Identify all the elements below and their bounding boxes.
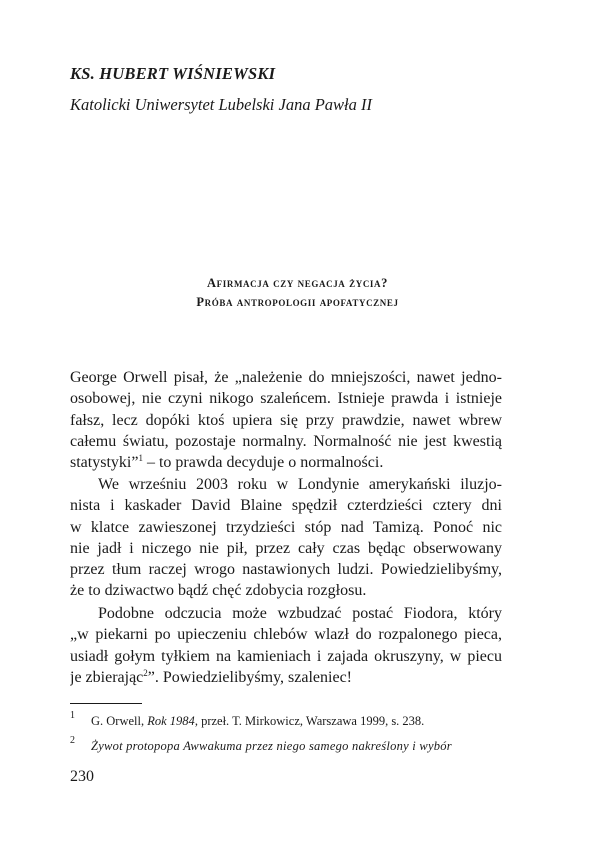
- paragraph-line: [70, 667, 502, 688]
- paragraph-line: We wrześniu 2003 roku w Londynie amerykański iluzjo-: [98, 476, 502, 493]
- paragraph-line: całemu światu, pozostaje normalny. Normalność nie jest kwestią: [70, 432, 502, 450]
- footnote-ref[interactable]: 1: [138, 453, 143, 464]
- paragraph-line: nie jadł i niczego nie pił, przez cały czas będąc obserwowany: [70, 539, 502, 557]
- footnote-ref[interactable]: 2: [143, 667, 148, 678]
- footnote-number: 1: [70, 710, 75, 721]
- line-text: je zbierając: [70, 668, 144, 686]
- footnote-text: [91, 714, 424, 729]
- paragraph-line: przez tłum raczej wrogo nastawionych ludzi. Powiedzielibyśmy,: [70, 561, 502, 579]
- footnote-text-part: G. Orwell,: [91, 714, 148, 728]
- paragraph-line: „w piekarni po upieczeniu chlebów wlazł do rozpalonego pieca,: [70, 626, 502, 644]
- line-text: – to prawda decyduje o normalności.: [142, 454, 384, 472]
- paragraph-line: że to dziwactwo bądź chęć zdobycia rozgłosu.: [70, 582, 367, 600]
- footnote-number: 2: [70, 735, 75, 746]
- article-title: Afirmacja czy negacja życia?: [207, 276, 388, 290]
- page-number: 230: [70, 768, 94, 785]
- article-subtitle: Próba antropologii apofatycznej: [196, 295, 399, 309]
- author-affiliation: Katolicki Uniwersytet Lubelski Jana Pawła II: [70, 95, 372, 114]
- footnote-separator: [70, 703, 142, 704]
- paragraph-line: osobowej, nie czyni nikogo szaleńcem. Istnieje prawda i istnieje: [70, 390, 502, 408]
- paragraph-line: nista i kaskader David Blaine spędził czterdzieści cztery dni: [70, 497, 502, 515]
- paragraph-3: [70, 603, 502, 688]
- paragraph-line: [70, 452, 502, 473]
- footnote-text: Żywot protopopa Awwakuma przez niego samego nakreślony i wybór: [91, 739, 452, 753]
- paragraph-line: George Orwell pisał, że „należenie do mniejszości, nawet jedno-: [70, 369, 502, 386]
- paragraph-line: w klatce zawieszonej trzydzieści stóp nad Tamizą. Ponoć nic: [70, 518, 502, 536]
- footnote-book-title: Rok 1984: [147, 714, 195, 728]
- line-text: statystyki”: [70, 454, 139, 472]
- paragraph-line: Podobne odczucia może wzbudzać postać Fiodora, który: [98, 605, 502, 622]
- footnote-text-part: , przeł. T. Mirkowicz, Warszawa 1999, s. 238.: [194, 714, 425, 728]
- author-name: KS. HUBERT WIŚNIEWSKI: [70, 64, 276, 83]
- line-text: ”. Powiedzielibyśmy, szaleniec!: [147, 668, 353, 686]
- paragraph-line: usiadł gołym tyłkiem na kamieniach i zajada okruszyny, w piecu: [70, 647, 502, 665]
- paragraph-1: [70, 367, 502, 473]
- paragraph-line: fałsz, lecz dopóki ktoś upiera się przy prawdzie, nawet wbrew: [70, 411, 502, 429]
- paragraph-2: [70, 474, 502, 602]
